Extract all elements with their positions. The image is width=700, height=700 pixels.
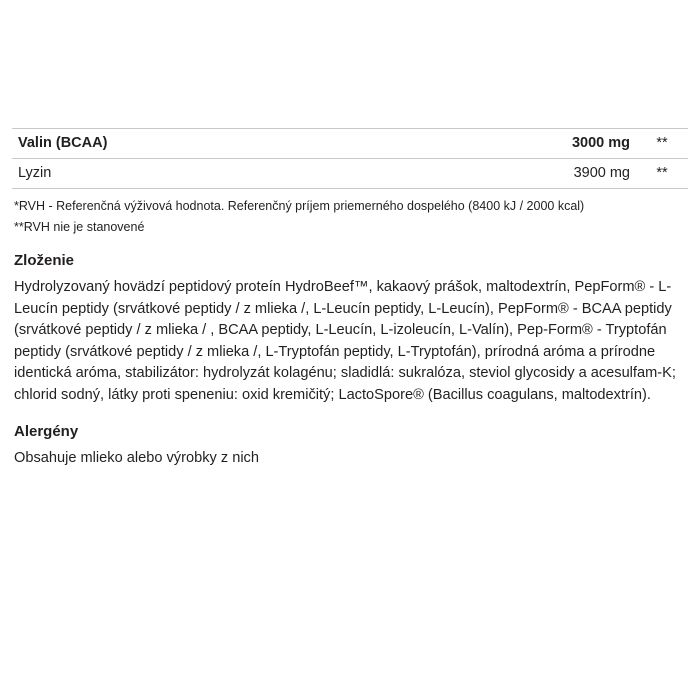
nutrient-note: **	[636, 129, 688, 159]
nutrient-name: Valin (BCAA)	[12, 129, 424, 159]
nutrient-name: Lyzin	[12, 159, 424, 189]
label-content	[12, 128, 688, 469]
allergens-text: Obsahuje mlieko alebo výrobky z nich	[14, 449, 259, 466]
nutrient-value: 3900 mg	[424, 159, 636, 189]
footnote-rvh: *RVH - Referenčná výživová hodnota. Referenčný príjem priemerného dospelého (8400 kJ / 2000 kcal)	[14, 199, 585, 214]
allergens-title: Alergény	[14, 422, 79, 440]
nutrient-value: 3000 mg	[424, 129, 636, 159]
footnotes	[12, 198, 688, 236]
composition-title: Zloženie	[14, 252, 75, 269]
composition-text: Hydrolyzovaný hovädzí peptidový proteín HydroBeef™, kakaový prášok, maltodextrín, PepForm® - L-Leucín peptidy (srvátkové peptidy / z mlieka /, L-Leucín peptidy, L-Leucín), PepForm® - BCAA peptidy (srvátkové peptidy / z mlieka / , BCAA peptidy, L-Leucín, L-izoleucín, L-Valín), Pep-Form® - Tryptofán peptidy (srvátkové peptidy / z mlieka /, L-Tryptofán peptidy, L-Tryptofán), prírodná aróma a prírodne identická aróma, stabilizátor: hydrolyzát kolagénu; sladidlá: sukralóza, steviol glycosidy a acesulfam-K; chlorid sodný, látky proti speneniu: oxid kremičitý; LactoSpore® (Bacillus coagulans, maltodextrín).	[14, 279, 676, 403]
table-row	[12, 129, 688, 159]
nutrition-table	[12, 128, 688, 189]
footnote-rvh-undefined: **RVH nie je stanovené	[14, 220, 145, 235]
nutrient-note: **	[636, 159, 688, 189]
table-row	[12, 159, 688, 189]
